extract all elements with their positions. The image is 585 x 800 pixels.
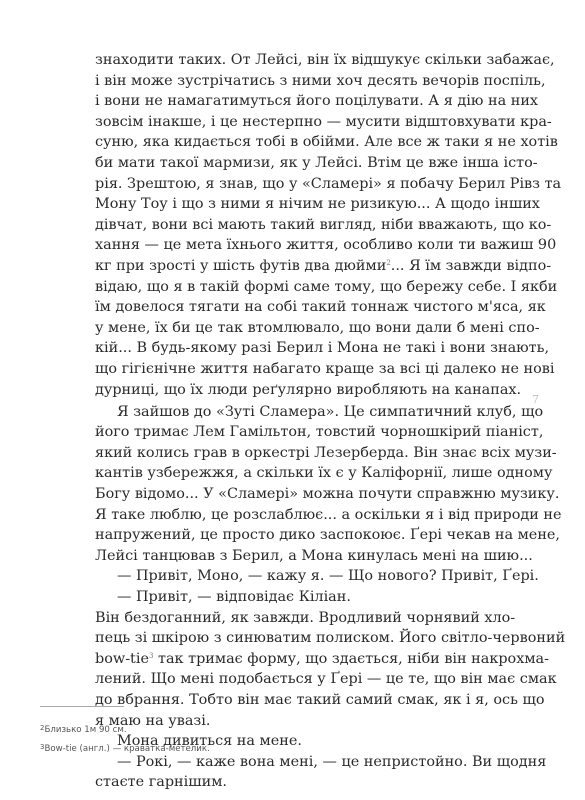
text-line: Я зайшов до «Зуті Сламера». Це симпатичний клуб, що — [117, 403, 544, 420]
text-line: Богу відомо... У «Сламері» можна почути справжню музику. — [95, 485, 560, 502]
text-line: Мона дивиться на мене. — [117, 733, 302, 750]
footnote-marker: 3 — [148, 651, 154, 660]
body-text — [95, 50, 566, 793]
text-line: знаходити таких. От Лейсі, він їх відшукує скільки забажає, — [95, 52, 555, 68]
text-line: Мону Тоу і що з ними я нічим не ризикую... А щодо інших — [95, 196, 540, 213]
text-line: пець зі шкірою з синюватим полиском. Його світло-червоний — [95, 630, 566, 647]
text-line: його тримає Лем Гамільтон, товстий чорношкірий піаніст, — [95, 424, 544, 441]
text-line: я маю на увазі. — [95, 712, 211, 729]
text-line: і вони не намагатимуться його поцілувати. А я дію на них — [95, 93, 539, 110]
text-line: кантів узбережжя, а скільки їх є у Каліфорнії, лише одному — [95, 465, 553, 482]
page-number: 7 — [532, 393, 539, 406]
text-line: суню, яка кидається тобі в обійми. Але все ж таки я не хотів — [95, 134, 558, 151]
text-line: — Привіт, Моно, — кажу я. — Що нового? Привіт, Ґері. — [117, 568, 539, 585]
footnote-2 — [40, 720, 210, 739]
text-line: кій... В будь-якому разі Берил і Мона не такі і вони знають, — [95, 340, 550, 357]
text-line: і він може зустрічатись з ними хоч десять вечорів поспіль, — [95, 72, 546, 89]
text-line: Лейсі танцював з Берил, а Мона кинулась мені на шию... — [95, 547, 533, 564]
text-line: — Рокі, — каже вона мені, — це непристойно. Ви щодня — [117, 753, 547, 770]
text-line: Я таке люблю, це розслаблює... а оскільки я і від природи не — [95, 506, 562, 523]
footnote-3 — [40, 739, 210, 758]
footnote-number: 3 — [40, 743, 45, 751]
text-line: хання — це мета їхнього життя, особливо коли ти важиш 90 — [95, 237, 557, 254]
text-line: який колись грав в оркестрі Лезерберда. Він знає всіх музи- — [95, 444, 557, 461]
text-line: Він бездоганний, як завжди. Вродливий чорнявий хло- — [95, 609, 516, 626]
footnotes — [40, 720, 210, 758]
footnote-number: 2 — [40, 724, 45, 732]
text-line: дівчат, вони всі мають такий вигляд, ніби вважають, що ко- — [95, 216, 552, 233]
text-line: кг при зрості у шість футів два дюйми$^2$... Я їм завжди відпо- — [95, 257, 552, 274]
text-line: відаю, що я в такій формі саме тому, що бережу себе. І якби — [95, 278, 558, 295]
text-line: би мати такої мармизи, як у Лейсі. Втім це вже інша істо- — [95, 154, 538, 171]
footnote-text: Bow-tie (англ.) — краватка-метелик. — [44, 744, 210, 754]
text-line: стаєте гарнішим. — [95, 774, 227, 791]
text-line: їм довелося тягати на собі такий тоннаж чистого м'яса, як — [95, 299, 546, 316]
text-line: зовсім інакше, і це нестерпно — мусити відштовхувати кра- — [95, 113, 552, 130]
text-line: у мене, їх би це так втомлювало, що вони дали б мені спо- — [95, 319, 540, 336]
text-line: лений. Що мені подобається у Ґері — це те, що він має смак — [95, 671, 557, 688]
text-line: напружений, це просто дико заспокоює. Ґері чекав на мене, — [95, 527, 561, 544]
footnote-text: Близько 1м 90 см. — [44, 725, 127, 735]
footnote-marker: 2 — [386, 258, 391, 267]
footnote-divider — [40, 706, 124, 707]
text-line: дурниці, що їх люди реґулярно виробляють на канапах. — [95, 381, 522, 398]
text-line: bow-tie$^3$ так тримає форму, що здається, ніби він накрохма- — [95, 650, 549, 667]
text-line: — Привіт, — відповідає Кіліан. — [117, 588, 351, 605]
text-line: рія. Зрештою, я знав, що у «Сламері» я побачу Берил Рівз та — [95, 175, 562, 192]
text-line: до вбрання. Тобто він має такий самий смак, як і я, ось що — [95, 691, 545, 708]
text-line: що гігієнічне життя набагато краще за всі ці далеко не нові — [95, 360, 555, 377]
